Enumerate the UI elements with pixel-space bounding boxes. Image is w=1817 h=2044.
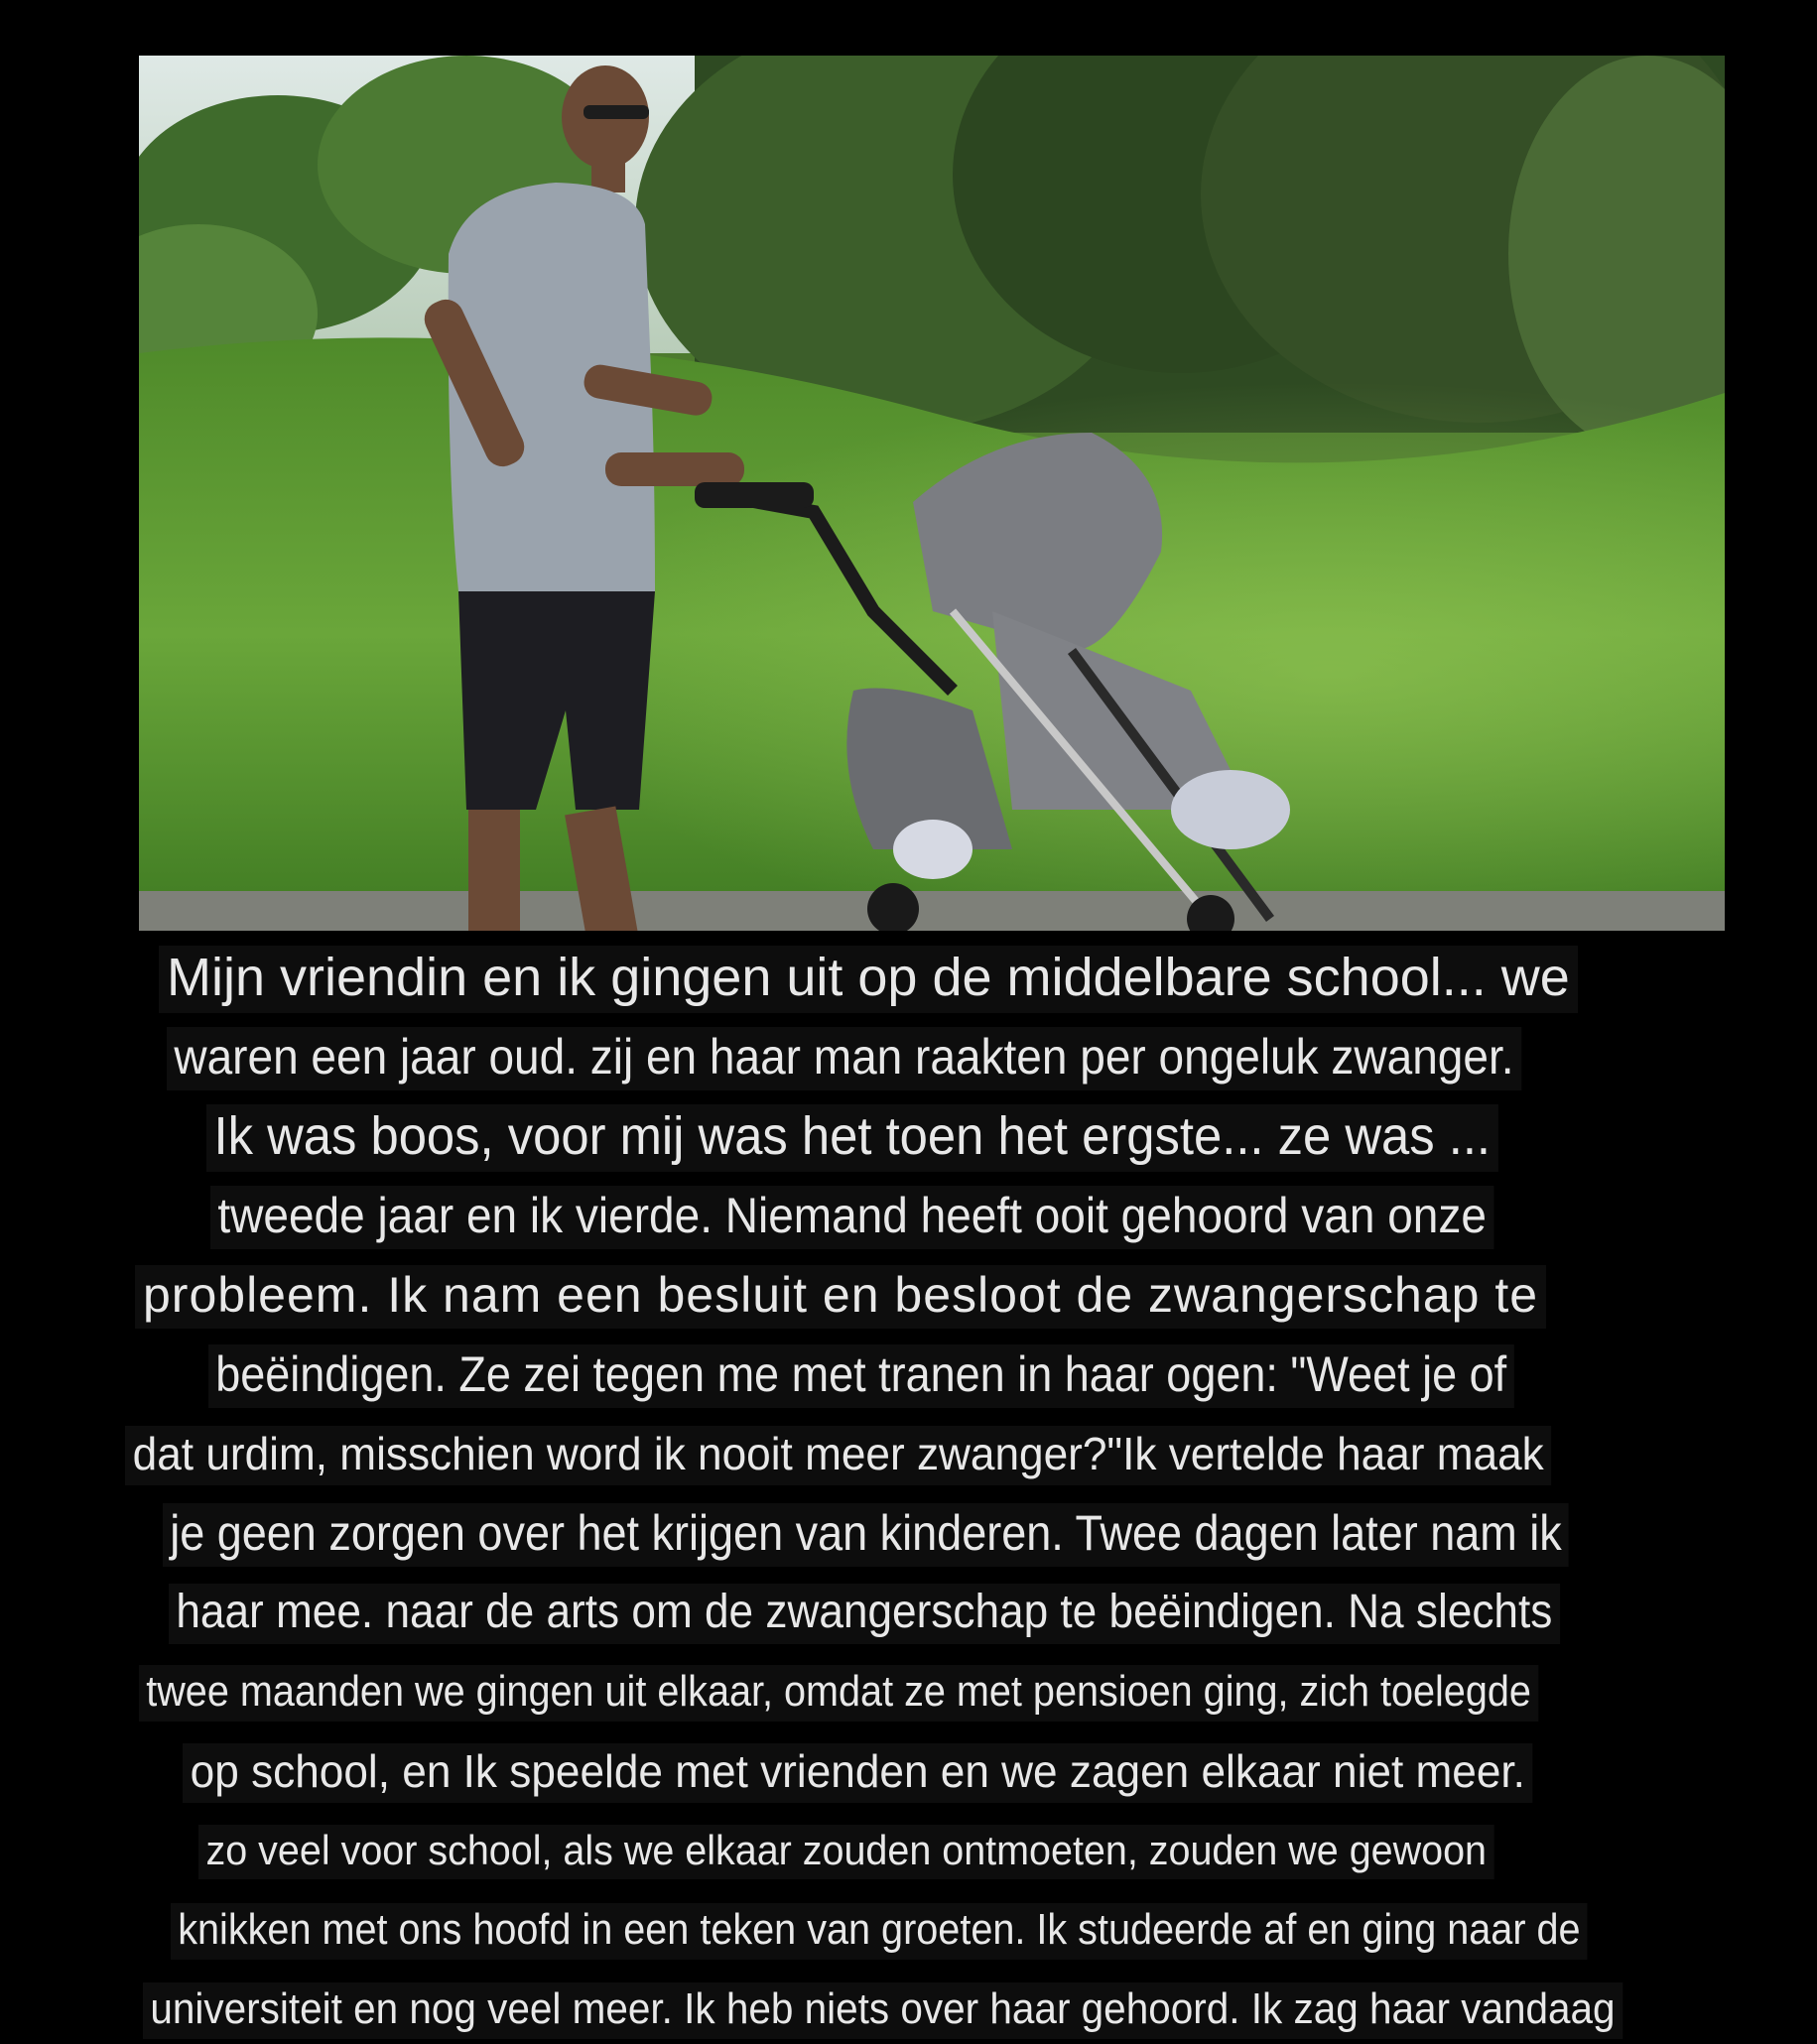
caption-line: beëindigen. Ze zei tegen me met tranen in haar ogen: "Weet je of [208,1340,1513,1409]
caption-line: Mijn vriendin en ik gingen uit op de middelbare school... we [159,943,1578,1012]
caption-line: tweede jaar en ik vierde. Niemand heeft ooit gehoord van onze [210,1181,1493,1250]
caption-line: je geen zorgen over het krijgen van kinderen. Twee dagen later nam ik [163,1498,1569,1568]
caption-line: universiteit en nog veel meer. Ik heb niets over haar gehoord. Ik zag haar vandaag [143,1975,1622,2044]
caption-line: waren een jaar oud. zij en haar man raakten per ongeluk zwanger. [167,1022,1521,1091]
caption-line: haar mee. naar de arts om de zwangerschap te beëindigen. Na slechts [169,1578,1560,1647]
caption-line: op school, en Ik speelde met vrienden en we zagen elkaar niet meer. [183,1736,1533,1806]
caption-line: knikken met ons hoofd in een teken van groeten. Ik studeerde af en ging naar de [171,1895,1588,1965]
caption-line: Ik was boos, voor mij was het toen het ergste... ze was ... [206,1101,1498,1171]
caption-line: probleem. Ik nam een besluit en besloot de zwangerschap te [135,1260,1546,1330]
photo-illustration [139,56,1725,931]
park-photo [139,56,1725,931]
caption-line: twee maanden we gingen uit elkaar, omdat ze met pensioen ging, zich toelegde [139,1657,1538,1726]
caption-line: zo veel voor school, als we elkaar zouden ontmoeten, zouden we gewoon [198,1816,1494,1885]
caption-text [0,943,1817,2044]
caption-line: dat urdim, misschien word ik nooit meer zwanger?"Ik vertelde haar maak [125,1419,1551,1488]
